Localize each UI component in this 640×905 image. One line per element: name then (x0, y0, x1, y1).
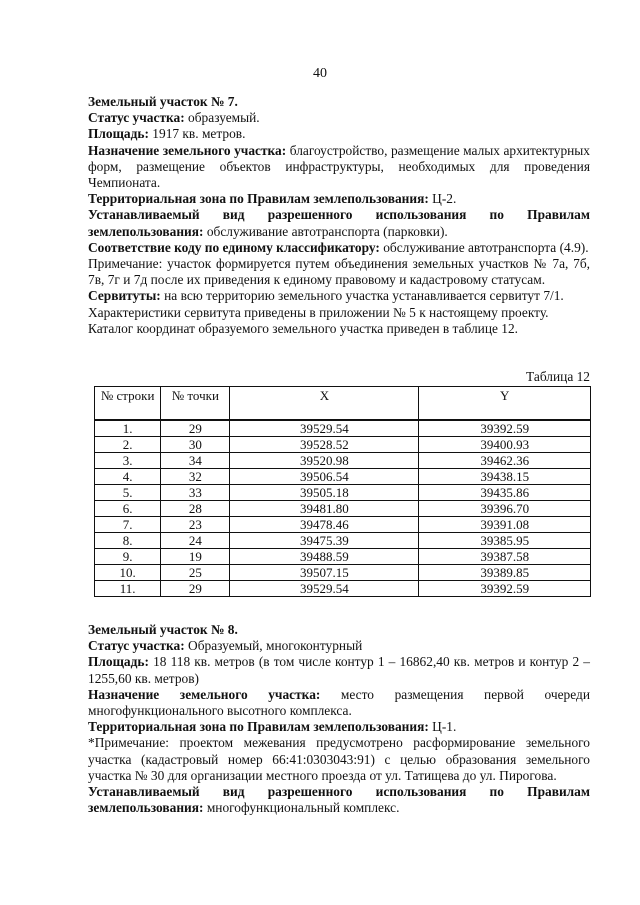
table-header-row (95, 387, 591, 421)
cell-row-number: 8. (95, 533, 161, 549)
cell-row-number: 10. (95, 565, 161, 581)
cell-x: 39488.59 (230, 549, 419, 565)
cell-y: 39392.59 (419, 420, 591, 437)
plot-7-heading: Земельный участок № 7. (88, 94, 238, 109)
table-row (95, 420, 591, 437)
cell-y: 39392.59 (419, 581, 591, 597)
plot-8-status: Статус участка: Образуемый, многоконтурный (88, 638, 363, 654)
plot-7-servitude-details: Характеристики сервитута приведены в приложении № 5 к настоящему проекту. (88, 304, 549, 320)
cell-point-number: 30 (161, 437, 230, 453)
table-row (95, 565, 591, 581)
cell-row-number: 2. (95, 437, 161, 453)
cell-point-number: 34 (161, 453, 230, 469)
plot-8-heading: Земельный участок № 8. (88, 622, 238, 637)
cell-point-number: 29 (161, 581, 230, 597)
plot-8-purpose: Назначение земельного участка: место размещения первой очереди многофункционального высотного комплекса. (88, 686, 590, 719)
cell-y: 39387.58 (419, 549, 591, 565)
plot-8-zone: Территориальная зона по Правилам землепользования: Ц-1. (88, 719, 457, 735)
cell-y: 39389.85 (419, 565, 591, 581)
cell-point-number: 19 (161, 549, 230, 565)
header-x: X (230, 387, 419, 421)
cell-point-number: 32 (161, 469, 230, 485)
cell-x: 39506.54 (230, 469, 419, 485)
table-row (95, 485, 591, 501)
table-caption: Таблица 12 (526, 369, 590, 384)
cell-x: 39475.39 (230, 533, 419, 549)
cell-point-number: 33 (161, 485, 230, 501)
table-row (95, 501, 591, 517)
cell-row-number: 7. (95, 517, 161, 533)
cell-y: 39435.86 (419, 485, 591, 501)
header-row-number: № строки (95, 387, 161, 421)
cell-point-number: 25 (161, 565, 230, 581)
plot-7-area: Площадь: 1917 кв. метров. (88, 126, 246, 142)
cell-x: 39481.80 (230, 501, 419, 517)
plot-7-status: Статус участка: образуемый. (88, 110, 260, 126)
cell-x: 39520.98 (230, 453, 419, 469)
plot-8-use: Устанавливаемый вид разрешенного использования по Правилам землепользования: многофункциональный комплекс. (88, 784, 590, 816)
header-point-number: № точки (161, 387, 230, 421)
header-y: Y (419, 387, 591, 421)
plot-8-section (88, 622, 590, 816)
table-row (95, 533, 591, 549)
cell-y: 39385.95 (419, 533, 591, 549)
cell-x: 39507.15 (230, 565, 419, 581)
cell-row-number: 9. (95, 549, 161, 565)
plot-7-catalog: Каталог координат образуемого земельного участка приведен в таблице 12. (88, 320, 519, 336)
cell-point-number: 28 (161, 501, 230, 517)
plot-8-note: *Примечание: проектом межевания предусмотрено расформирование земельного участка (кадастровый номер 66:41:0303043:91) с целью образования земельного участка № 30 для организации местного проезда от ул. Татищева до ул. Пирогова. (88, 735, 590, 783)
coordinates-table (94, 386, 591, 597)
table-row (95, 469, 591, 485)
cell-row-number: 5. (95, 485, 161, 501)
plot-7-zone: Территориальная зона по Правилам землепользования: Ц-2. (88, 191, 457, 207)
plot-8-area: Площадь: 18 118 кв. метров (в том числе контур 1 – 16862,40 кв. метров и контур 2 – 1255,60 кв. метров) (88, 654, 590, 686)
table-body (95, 420, 591, 597)
cell-row-number: 3. (95, 453, 161, 469)
cell-x: 39478.46 (230, 517, 419, 533)
table-row (95, 581, 591, 597)
cell-y: 39400.93 (419, 437, 591, 453)
cell-row-number: 6. (95, 501, 161, 517)
cell-row-number: 11. (95, 581, 161, 597)
cell-y: 39391.08 (419, 517, 591, 533)
cell-row-number: 4. (95, 469, 161, 485)
cell-x: 39528.52 (230, 437, 419, 453)
plot-7-purpose: Назначение земельного участка: благоустройство, размещение малых архитектурных форм, размещение объектов инфраструктуры, необходимых для проведения Чемпионата. (88, 142, 591, 191)
cell-y: 39462.36 (419, 453, 591, 469)
plot-7-section (88, 94, 590, 337)
cell-point-number: 23 (161, 517, 230, 533)
table-row (95, 549, 591, 565)
page-number: 40 (313, 66, 327, 81)
plot-7-classifier: Соответствие коду по единому классификатору: обслуживание автотранспорта (4.9). (88, 239, 589, 255)
cell-y: 39396.70 (419, 501, 591, 517)
plot-7-servitude: Сервитуты: на всю территорию земельного участка устанавливается сервитут 7/1. (88, 288, 564, 304)
table-row (95, 517, 591, 533)
plot-7-use: Устанавливаемый вид разрешенного использования по Правилам землепользования: обслуживание автотранспорта (парковки). (88, 207, 590, 239)
table-row (95, 437, 591, 453)
cell-row-number: 1. (95, 420, 161, 437)
cell-x: 39505.18 (230, 485, 419, 501)
cell-point-number: 29 (161, 420, 230, 437)
plot-7-note: Примечание: участок формируется путем объединения земельных участков № 7а, 7б, 7в, 7г и 7д после их приведения к единому правовому и кадастровому статусам. (88, 256, 590, 288)
cell-point-number: 24 (161, 533, 230, 549)
table-row (95, 453, 591, 469)
cell-x: 39529.54 (230, 420, 419, 437)
cell-x: 39529.54 (230, 581, 419, 597)
cell-y: 39438.15 (419, 469, 591, 485)
